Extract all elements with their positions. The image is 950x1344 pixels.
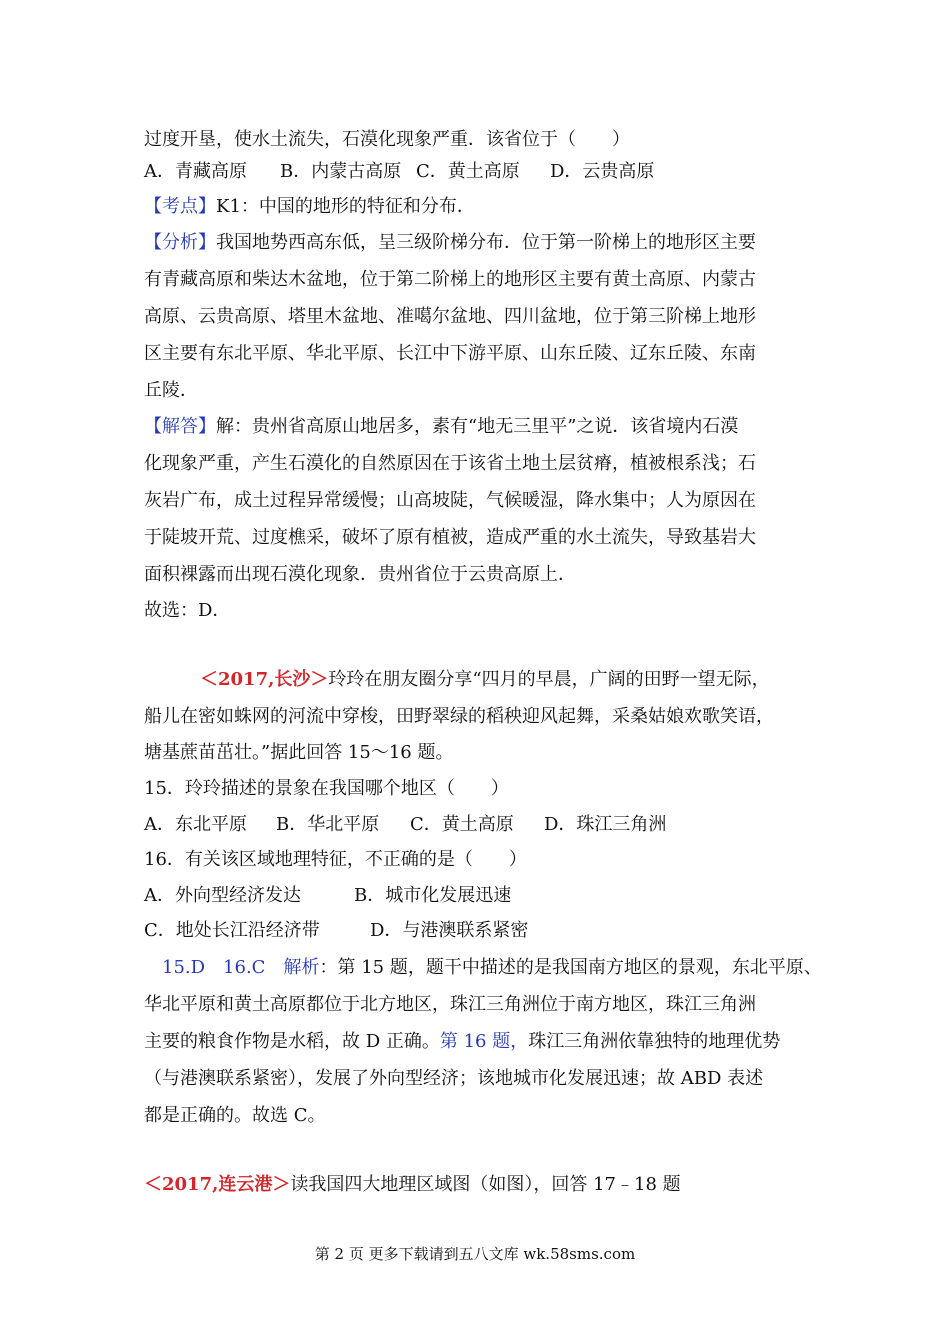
changsha-source: ＜2017,长沙＞: [200, 669, 329, 690]
fenxi-text: 我国地势西高东低，呈三级阶梯分布．位于第一阶梯上的地形区主要: [216, 232, 756, 253]
q15-option-b: B．华北平原: [276, 814, 380, 835]
fenxi-line-2: 有青藏高原和柴达木盆地，位于第二阶梯上的地形区主要有黄土高原、内蒙古: [144, 269, 756, 290]
jieda-line-4: 于陡坡开荒、过度樵采，破坏了原有植被，造成严重的水土流失，导致基岩大: [144, 527, 756, 548]
fenxi-tag: 【分析】: [144, 232, 216, 253]
changsha-line-1: [200, 668, 770, 692]
lianyungang-source: ＜2017,连云港＞: [144, 1174, 291, 1195]
kaodian-line: [144, 195, 475, 219]
fenxi-line-3: 高原、云贵高原、塔里木盆地、准噶尔盆地、四川盆地，位于第三阶梯上地形: [144, 306, 756, 327]
explain-q16-ref: 第 16 题，: [439, 1031, 529, 1052]
explain-line-5: 都是正确的。故选 C。: [144, 1105, 326, 1126]
q14-option-c: C．黄土高原: [416, 161, 520, 182]
q16-option-d: D．与港澳联系紧密: [370, 920, 529, 941]
lianyungang-text: 读我国四大地理区域图（如图），回答 17﹣18 题: [290, 1174, 681, 1195]
explain-line-3-a: 主要的粮食作物是水稻，故 D 正确。: [144, 1031, 440, 1052]
jieda-line-3: 灰岩广布，成土过程异常缓慢；山高坡陡，气候暖湿，降水集中；人为原因在: [144, 490, 756, 511]
q15-option-d: D．珠江三角洲: [544, 814, 667, 835]
q16-options-row-1: [144, 884, 511, 908]
q15-options: [144, 813, 666, 837]
q16-option-b: B．城市化发展迅速: [354, 885, 512, 906]
kaodian-tag: 【考点】: [144, 196, 216, 217]
explain-line-1: [162, 956, 822, 980]
changsha-line-3: 塘基蔗苗茁壮。”据此回答 15～16 题。: [144, 742, 454, 763]
jieda-line-1: [144, 415, 738, 439]
q15-option-c: C．黄土高原: [410, 814, 514, 835]
fenxi-line-1: [144, 231, 756, 255]
explain-line-3-b: 珠江三角洲依靠独特的地理优势: [528, 1031, 781, 1052]
q15-option-a: A．东北平原: [144, 814, 247, 835]
explain-answers: 15.D 16.C 解析: [162, 957, 320, 978]
jieda-line-5: 面积裸露而出现石漠化现象．贵州省位于云贵高原上．: [144, 564, 576, 585]
q16-option-c: C．地处长江沿经济带: [144, 920, 320, 941]
q15-stem: 15．玲玲描述的景象在我国哪个地区（ ）: [144, 778, 509, 799]
q14-option-d: D．云贵高原: [550, 161, 655, 182]
q16-option-a: A．外向型经济发达: [144, 885, 301, 906]
explain-line-1-text: ：第 15 题，题干中描述的是我国南方地区的景观，东北平原、: [319, 957, 822, 978]
q14-stem-tail: 过度开垦，使水土流失，石漠化现象严重．该省位于（ ）: [144, 129, 630, 150]
q14-option-b: B．内蒙古高原: [280, 161, 402, 182]
fenxi-line-4: 区主要有东北平原、华北平原、长江中下游平原、山东丘陵、辽东丘陵、东南: [144, 343, 756, 364]
jieda-text: 解：贵州省高原山地居多，素有“地无三里平”之说．该省境内石漠: [216, 416, 739, 437]
q16-stem: 16．有关该区域地理特征，不正确的是（ ）: [144, 849, 527, 870]
q14-option-a: A．青藏高原: [144, 161, 247, 182]
jieda-tag: 【解答】: [144, 416, 216, 437]
fenxi-line-5: 丘陵．: [144, 380, 198, 401]
explain-line-4: （与港澳联系紧密），发展了外向型经济；该地城市化发展迅速；故 ABD 表述: [144, 1068, 764, 1089]
explain-line-3: [144, 1030, 780, 1054]
changsha-text: 玲玲在朋友圈分享“四月的早晨，广阔的田野一望无际，: [328, 669, 770, 690]
lianyungang-line: [144, 1173, 681, 1197]
jieda-line-2: 化现象严重，产生石漠化的自然原因在于该省土地土层贫瘠，植被根系浅；石: [144, 453, 756, 474]
kaodian-text: K1：中国的地形的特征和分布．: [216, 196, 475, 217]
page-footer: 第 2 页 更多下载请到五八文库 wk.58sms.com: [314, 1245, 636, 1263]
explain-line-2: 华北平原和黄土高原都位于北方地区，珠江三角洲位于南方地区，珠江三角洲: [144, 994, 756, 1015]
q14-answer: 故选：D．: [144, 600, 231, 621]
q14-options: [144, 160, 654, 184]
changsha-line-2: 船儿在密如蛛网的河流中穿梭，田野翠绿的稻秧迎风起舞，采桑姑娘欢歌笑语，: [144, 706, 774, 727]
q16-options-row-2: [144, 919, 528, 943]
